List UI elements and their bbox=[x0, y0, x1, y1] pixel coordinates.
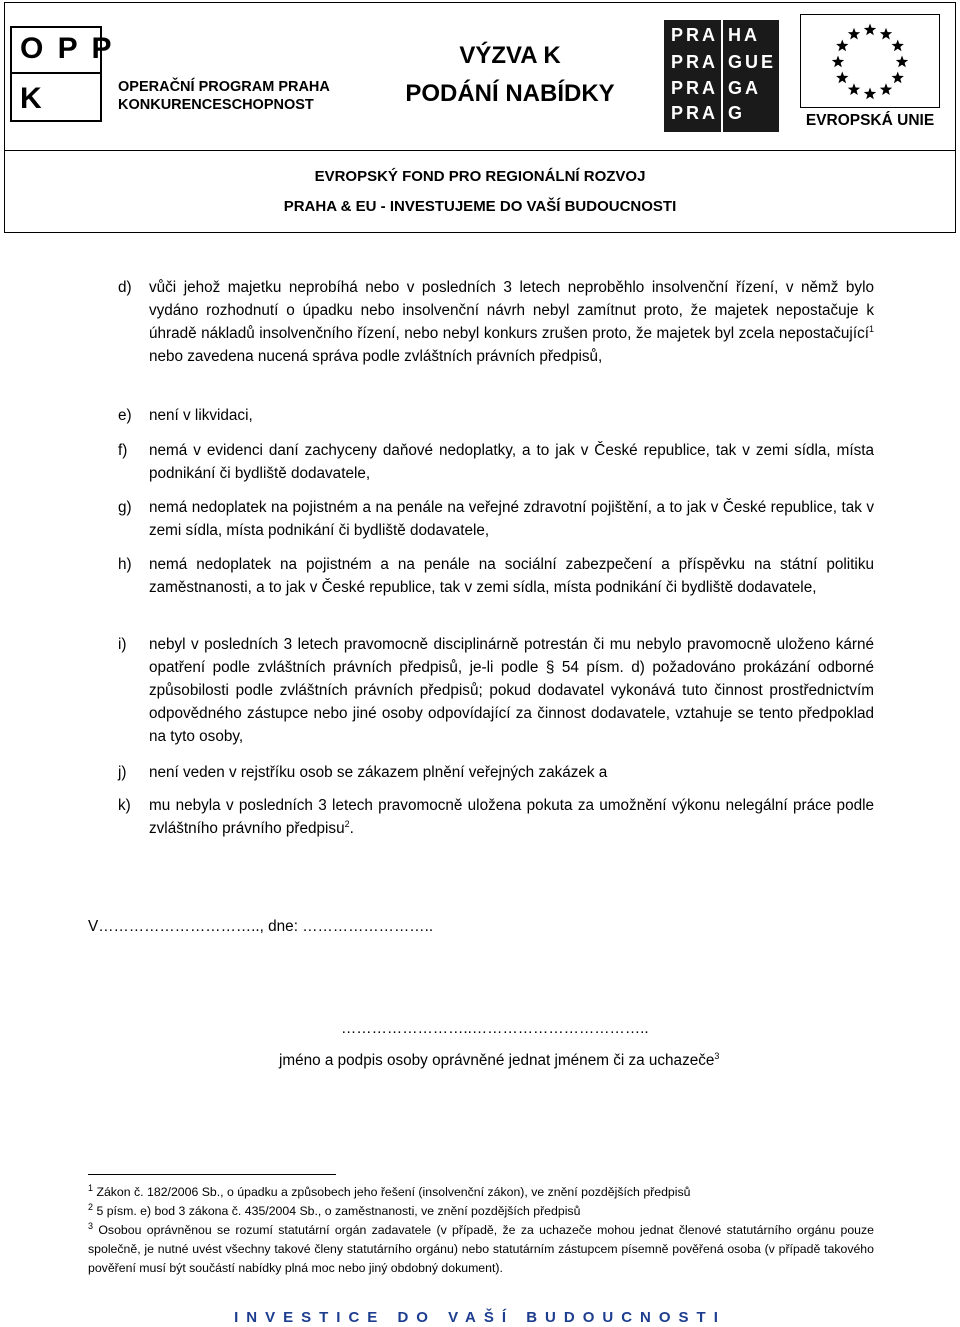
footnote-text: Osobou oprávněnou se rozumí statutární orgán zadavatele (v případě, že za uchazeče mohou jednat členové statutárního orgánu pouze společně, je nutné uvést všechny takové členy statutárního orgánu) nebo statutárním zástupcem písemně pověřená osoba (v případě takového pověření musí být součástí nabídky plná moc nebo jiný obdobný dokument). bbox=[88, 1223, 875, 1275]
list-item-label: d) bbox=[118, 279, 132, 296]
praha-logo-divider bbox=[721, 20, 723, 132]
footnote-rule bbox=[88, 1174, 336, 1175]
list-item-text-main: nemá nedoplatek na pojistném a na penále na veřejné zdravotní pojištění, a to jak v České republice, tak v zemi sídla, místa podnikání či bydliště dodavatele, bbox=[149, 499, 874, 539]
footnote-number: 1 bbox=[88, 1182, 94, 1193]
list-item-text-main: nemá v evidenci daní zachyceny daňové nedoplatky, a to jak v České republice, tak v zemi sídla, místa podnikání či bydliště dodavatele, bbox=[149, 442, 874, 482]
eu-star-icon bbox=[864, 88, 876, 100]
eu-star-icon bbox=[848, 28, 860, 40]
opp-logo-bar bbox=[10, 72, 100, 74]
fund-line1: EVROPSKÝ FOND PRO REGIONÁLNÍ ROZVOJ bbox=[314, 168, 646, 185]
eu-stars-icon bbox=[801, 15, 939, 107]
list-item-text bbox=[149, 496, 874, 542]
signature-caption bbox=[279, 1052, 719, 1070]
list-item-text-main: mu nebyla v posledních 3 letech pravomocně uložena pokuta za umožnění výkonu nelegální práce podle zvláštního právního předpisu bbox=[149, 797, 874, 837]
eu-star-icon bbox=[880, 83, 892, 95]
page-title-line1: VÝZVA K bbox=[459, 42, 561, 69]
place-date-line: V………………………….., dne: …………………….. bbox=[88, 918, 434, 935]
list-item-text bbox=[149, 553, 874, 599]
footnote bbox=[88, 1202, 874, 1221]
list-item-text-main: vůči jehož majetku neprobíhá nebo v posledních 3 letech neproběhlo insolvenční řízení, v němž bylo vydáno rozhodnutí o úpadku nebo insolvenční návrh nebyl zamítnut proto, že majetek nepostačuje k úhradě nákladů insolvenčního řízení, nebo nebyl konkurs zrušen proto, že majetek byl zcela nepostačující bbox=[149, 279, 874, 342]
opp-logo-letters-top: O P P bbox=[20, 32, 115, 65]
footnote-ref: 1 bbox=[868, 323, 874, 334]
footer-slogan: INVESTICE DO VAŠÍ BUDOUCNOSTI bbox=[234, 1309, 726, 1326]
list-item-text bbox=[149, 794, 874, 840]
list-item-label: k) bbox=[118, 797, 131, 814]
list-item bbox=[118, 276, 874, 368]
footnote-number: 2 bbox=[88, 1201, 94, 1212]
list-item-text bbox=[149, 404, 874, 427]
list-item-text-after: . bbox=[349, 820, 354, 837]
list-item-text-main: nebyl v posledních 3 letech pravomocně disciplinárně potrestán či mu nebylo pravomocně uloženo kárné opatření podle zvláštních právních předpisů, je-li podle § 54 písm. d) požadováno prokázání odborné způsobilosti podle zvláštních právních předpisů; pokud dodavatel vykonává tuto činnost prostřednictvím odpovědného zástupce nebo jiné osoby odpovídající za činnost dodavatele, vztahuje se tento předpoklad na tyto osoby, bbox=[149, 636, 874, 745]
eu-star-icon bbox=[892, 72, 904, 84]
eu-star-icon bbox=[832, 56, 844, 68]
list-item-label: h) bbox=[118, 556, 132, 573]
list-item bbox=[118, 439, 874, 485]
list-item-label: j) bbox=[118, 764, 127, 781]
opp-name-line2: KONKURENCESCHOPNOST bbox=[118, 97, 314, 113]
eu-star-icon bbox=[864, 24, 876, 36]
praha-logo-left-1: PRA bbox=[671, 25, 719, 45]
header-divider bbox=[4, 150, 956, 151]
list-item-label: g) bbox=[118, 499, 132, 516]
list-item-text bbox=[149, 439, 874, 485]
footnote bbox=[88, 1183, 874, 1202]
list-item-text bbox=[149, 761, 874, 784]
page-title-line2: PODÁNÍ NABÍDKY bbox=[405, 80, 615, 107]
list-item-text-main: není veden v rejstříku osob se zákazem plnění veřejných zakázek a bbox=[149, 764, 608, 781]
list-item-label: f) bbox=[118, 442, 128, 459]
list-item bbox=[118, 496, 874, 542]
signature-caption-text: jméno a podpis osoby oprávněné jednat jménem či za uchazeče bbox=[279, 1052, 715, 1069]
list-item bbox=[118, 794, 874, 840]
footnote-text: 5 písm. e) bod 3 zákona č. 435/2004 Sb., o zaměstnanosti, ve znění pozdějších předpisů bbox=[96, 1204, 581, 1218]
list-item bbox=[118, 761, 874, 784]
eu-star-icon bbox=[836, 72, 848, 84]
list-item bbox=[118, 404, 874, 427]
list-item-label: i) bbox=[118, 636, 127, 653]
signature-dots: ……………………..…………………………….. bbox=[341, 1020, 649, 1037]
eu-star-icon bbox=[892, 40, 904, 52]
signature-caption-sup: 3 bbox=[714, 1050, 720, 1061]
list-item-text-main: není v likvidaci, bbox=[149, 407, 253, 424]
praha-logo-right-3: GA bbox=[728, 78, 761, 98]
praha-logo-right-2: GUE bbox=[728, 52, 777, 72]
praha-logo-left-4: PRA bbox=[671, 103, 719, 123]
eu-star-icon bbox=[896, 56, 908, 68]
eu-star-icon bbox=[836, 40, 848, 52]
eu-star-icon bbox=[880, 28, 892, 40]
opp-name-line1: OPERAČNÍ PROGRAM PRAHA bbox=[118, 79, 330, 95]
list-item bbox=[118, 553, 874, 599]
opp-logo-letters-bottom: K bbox=[20, 82, 45, 115]
praha-logo-left-2: PRA bbox=[671, 52, 719, 72]
footnote-number: 3 bbox=[88, 1220, 94, 1231]
praha-logo-left-3: PRA bbox=[671, 78, 719, 98]
eu-star-icon bbox=[848, 83, 860, 95]
list-item-text bbox=[149, 276, 874, 368]
list-item-text bbox=[149, 633, 874, 748]
footnote-text: Zákon č. 182/2006 Sb., o úpadku a způsobech jeho řešení (insolvenční zákon), ve znění pozdějších předpisů bbox=[96, 1185, 691, 1199]
list-item-text-main: nemá nedoplatek na pojistném a na penále na sociální zabezpečení a příspěvku na státní politiku zaměstnanosti, a to jak v České republice, tak v zemi sídla, místa podnikání či bydliště dodavatele, bbox=[149, 556, 874, 596]
fund-line2: PRAHA & EU - INVESTUJEME DO VAŠÍ BUDOUCNOSTI bbox=[283, 198, 677, 215]
praha-logo-right-1: HA bbox=[728, 25, 760, 45]
eu-flag bbox=[800, 14, 940, 108]
praha-logo-right-4: G bbox=[728, 103, 746, 123]
list-item-text-after: nebo zavedena nucená správa podle zvláštních právních předpisů, bbox=[149, 348, 603, 365]
footnote-ref: 2 bbox=[344, 818, 350, 829]
list-item-label: e) bbox=[118, 407, 132, 424]
list-item bbox=[118, 633, 874, 748]
footnote bbox=[88, 1221, 874, 1278]
eu-label: EVROPSKÁ UNIE bbox=[805, 112, 935, 129]
